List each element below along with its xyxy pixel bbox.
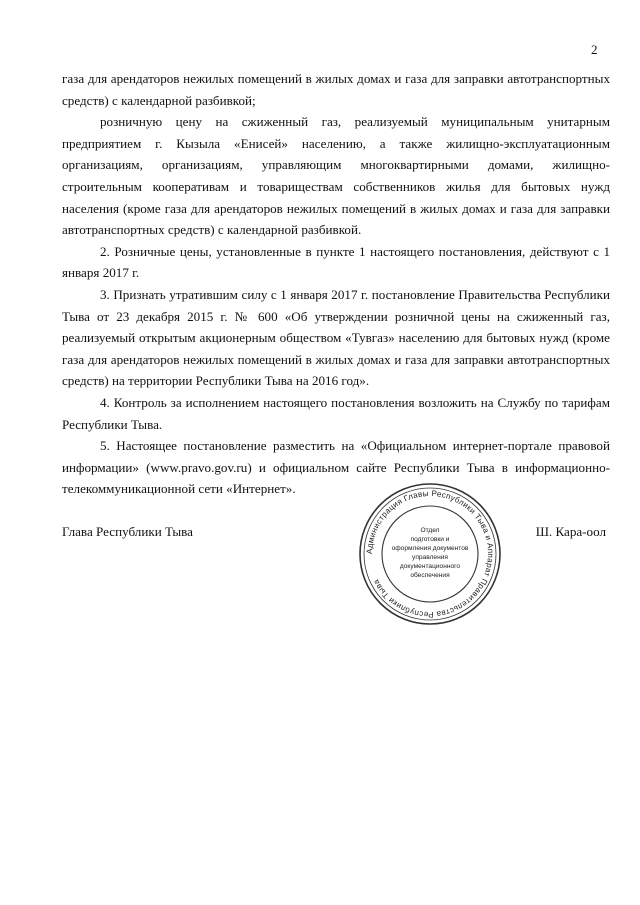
stamp-line: управления [412, 554, 448, 561]
stamp-line: обеспечения [410, 572, 450, 579]
signatory-name: Ш. Кара-оол [535, 524, 606, 539]
page-number: 2 [591, 42, 598, 57]
paragraph-lpg-retail-price: розничную цену на сжиженный газ, реализуемый муниципальным унитарным предприятием г. Кызыла «Енисей» населению, а также жилищно-эксплуатационным организациям, организациям, управляющим многоквартирными домами, жилищно-строительным кооперативам и товариществам собственников жилья для бытовых нужд населения (кроме газа для арендаторов нежилых помещений в жилых домах и газа для заправки автотранспортных средств) с календарной разбивкой. [62, 114, 610, 238]
paragraph-item-2: 2. Розничные цены, установленные в пункте 1 настоящего постановления, действуют с 1 января 2017 г. [62, 243, 610, 281]
paragraph-item-3: 3. Признать утратившим силу с 1 января 2017 г. постановление Правительства Республики Тыва от 23 декабря 2015 г. № 600 «Об утверждении розничной цены на сжиженный газ, реализуемый открытым акционерным обществом «Тувгаз» населению для бытовых нужд (кроме газа для арендаторов нежилых помещений в жилых домах и газа для заправки автотранспортных средств) на территории Республики Тыва на 2016 год». [62, 286, 610, 389]
stamp-line: Отдел [420, 527, 440, 534]
document-body [62, 68, 610, 500]
paragraph-item-4: 4. Контроль за исполнением настоящего постановления возложить на Службу по тарифам Республики Тыва. [62, 394, 610, 432]
stamp-line: документационного [399, 563, 461, 570]
stamp-line: оформления документов [391, 545, 469, 552]
paragraph-continuation: газа для арендаторов нежилых помещений в жилых домах и газа для заправки автотранспортных средств) с календарной разбивкой; [62, 71, 610, 108]
official-stamp [356, 480, 504, 628]
stamp-ring-text: Администрация Главы Республики Тыва и Аппарат Правительства Республики Тыва [364, 488, 496, 620]
paragraph-item-5: 5. Настоящее постановление разместить на «Официальном интернет-портале правовой информации» (www.pravo.gov.ru) и официальном сайте Республики Тыва в информационно-телекоммуникационной сети «Интернет». [62, 438, 610, 497]
signatory-title: Глава Республики Тыва [62, 524, 193, 539]
stamp-line: подготовки и [410, 536, 450, 543]
